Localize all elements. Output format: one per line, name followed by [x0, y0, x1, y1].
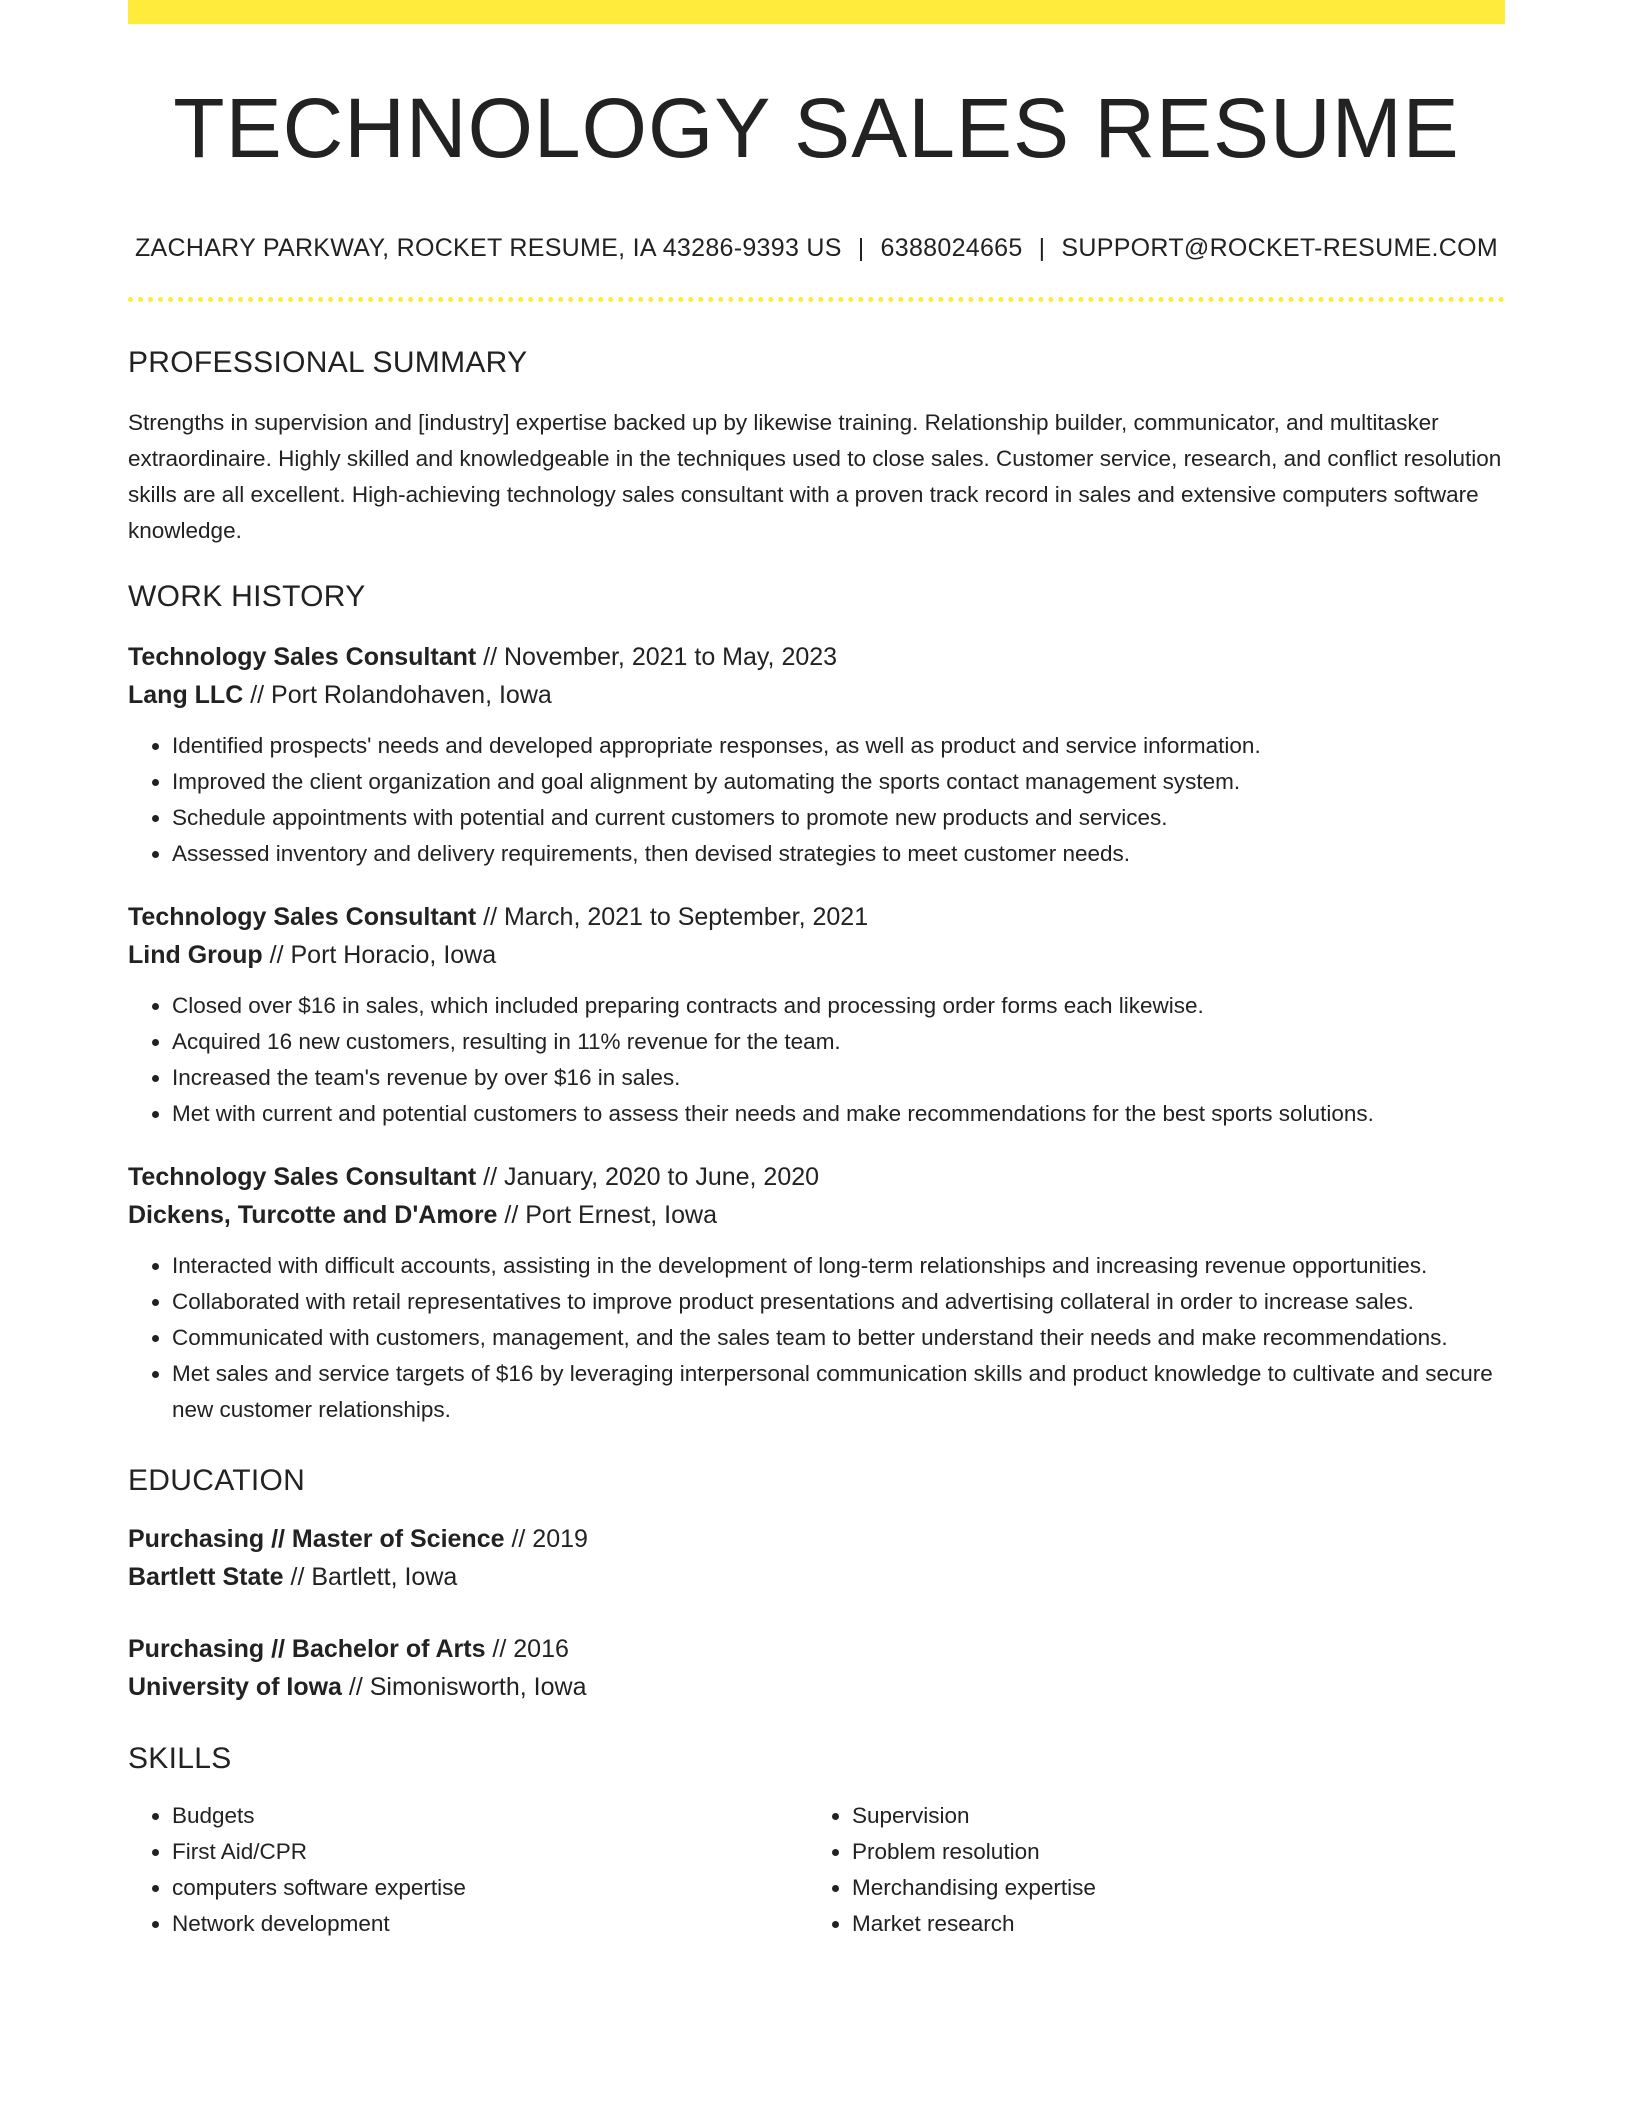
job-dates: // January, 2020 to June, 2020 [476, 1163, 820, 1191]
job-bullet: • Schedule appointments with potential and current customers to promote new products and services. [172, 800, 1505, 836]
dotted-divider [128, 297, 1505, 302]
job-bullets [128, 1248, 1505, 1428]
education-degree: Purchasing // Bachelor of Arts [128, 1635, 486, 1663]
education-year: // 2019 [504, 1525, 588, 1553]
accent-bar [128, 0, 1505, 24]
job-bullet: • Collaborated with retail representatives to improve product presentations and advertising collateral in order to increase sales. [172, 1284, 1505, 1320]
job-bullet: • Acquired 16 new customers, resulting in 11% revenue for the team. [172, 1024, 1505, 1060]
work-history-heading: WORK HISTORY [128, 580, 366, 613]
skill-item: • First Aid/CPR [172, 1834, 806, 1870]
education-school: University of Iowa [128, 1673, 342, 1701]
education-degree-line [128, 1630, 1505, 1668]
job-entry [128, 638, 1505, 872]
skills-column-right [806, 1798, 1486, 1942]
education-degree: Purchasing // Master of Science [128, 1525, 505, 1553]
job-company: Lind Group [128, 941, 263, 969]
skill-item: • Budgets [172, 1798, 806, 1834]
job-bullets [128, 988, 1505, 1132]
job-bullet: • Improved the client organization and goal alignment by automating the sports contact management system. [172, 764, 1505, 800]
contact-separator: | [1038, 234, 1046, 262]
job-title: Technology Sales Consultant [128, 643, 477, 671]
job-dates: // November, 2021 to May, 2023 [476, 643, 838, 671]
job-bullets [128, 728, 1505, 872]
job-entry [128, 898, 1505, 1132]
job-location: // Port Ernest, Iowa [497, 1201, 717, 1229]
resume-page [128, 0, 1505, 1942]
job-title: Technology Sales Consultant [128, 903, 477, 931]
job-bullet: • Met with current and potential customers to assess their needs and make recommendations for the best sports solutions. [172, 1096, 1505, 1132]
job-bullet: • Met sales and service targets of $16 by leveraging interpersonal communication skills and product knowledge to cultivate and secure new customer relationships. [172, 1356, 1505, 1428]
skill-item: • Network development [172, 1906, 806, 1942]
education-location: // Simonisworth, Iowa [341, 1673, 587, 1701]
job-company-line [128, 1196, 1505, 1234]
job-company: Lang LLC [128, 681, 244, 709]
skill-item: • Market research [852, 1906, 1486, 1942]
education-school-line [128, 1668, 1505, 1706]
education-year: // 2016 [485, 1635, 569, 1663]
skills-heading: SKILLS [128, 1742, 232, 1775]
contact-address: ZACHARY PARKWAY, ROCKET RESUME, IA 43286-9393 US [134, 234, 842, 262]
job-title-line [128, 898, 1505, 936]
contact-phone[interactable]: 6388024665 [880, 234, 1023, 262]
skill-item: • computers software expertise [172, 1870, 806, 1906]
job-bullet: • Closed over $16 in sales, which included preparing contracts and processing order forms each likewise. [172, 988, 1505, 1024]
job-company-line [128, 936, 1505, 974]
job-title-line [128, 638, 1505, 676]
education-school-line [128, 1558, 1505, 1596]
education-location: // Bartlett, Iowa [283, 1563, 458, 1591]
job-bullet: • Identified prospects' needs and developed appropriate responses, as well as product and service information. [172, 728, 1505, 764]
skills-list [128, 1798, 1505, 1942]
skill-item: • Problem resolution [852, 1834, 1486, 1870]
skill-item: • Merchandising expertise [852, 1870, 1486, 1906]
job-title: Technology Sales Consultant [128, 1163, 477, 1191]
summary-heading: PROFESSIONAL SUMMARY [128, 346, 528, 379]
job-bullet: • Communicated with customers, management, and the sales team to better understand their needs and make recommendations. [172, 1320, 1505, 1356]
skills-column-left [128, 1798, 806, 1942]
contact-email[interactable]: SUPPORT@ROCKET-RESUME.COM [1061, 234, 1499, 262]
contact-line [128, 236, 1505, 261]
summary-text: Strengths in supervision and [industry] expertise backed up by likewise training. Relationship builder, communicator, and multitasker extraordinaire. Highly skilled and knowledgeable in the techniques used to close sales. Customer service, research, and conflict resolution skills are all excellent. High-achieving technology sales consultant with a proven track record in sales and extensive computers software knowledge. [128, 410, 1502, 543]
skill-item: • Supervision [852, 1798, 1486, 1834]
education-entry [128, 1630, 1505, 1706]
education-degree-line [128, 1520, 1505, 1558]
job-location: // Port Rolandohaven, Iowa [243, 681, 552, 709]
resume-title: TECHNOLOGY SALES RESUME [173, 81, 1460, 175]
contact-separator: | [857, 234, 865, 262]
job-title-line [128, 1158, 1505, 1196]
job-entry [128, 1158, 1505, 1428]
job-location: // Port Horacio, Iowa [262, 941, 497, 969]
job-bullet: • Increased the team's revenue by over $16 in sales. [172, 1060, 1505, 1096]
education-entry [128, 1520, 1505, 1596]
job-bullet: • Assessed inventory and delivery requirements, then devised strategies to meet customer needs. [172, 836, 1505, 872]
job-company: Dickens, Turcotte and D'Amore [128, 1201, 498, 1229]
education-school: Bartlett State [128, 1563, 284, 1591]
job-company-line [128, 676, 1505, 714]
job-dates: // March, 2021 to September, 2021 [476, 903, 869, 931]
job-bullet: • Interacted with difficult accounts, assisting in the development of long-term relationships and increasing revenue opportunities. [172, 1248, 1505, 1284]
education-heading: EDUCATION [128, 1464, 306, 1497]
